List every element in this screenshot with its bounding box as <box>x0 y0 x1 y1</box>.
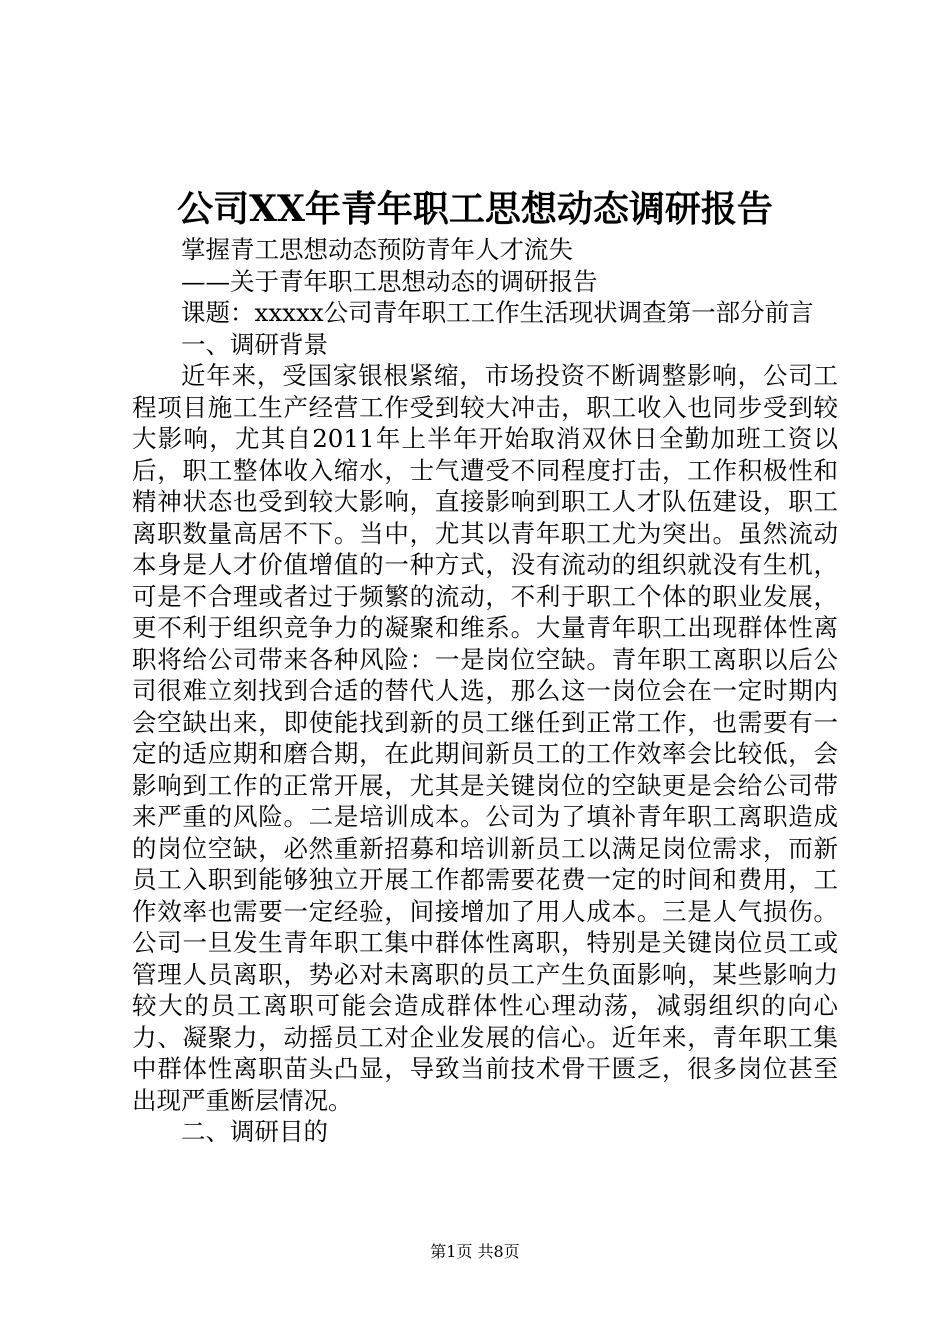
section-heading-background: 一、调研背景 <box>181 329 328 359</box>
document-topic: 课题：xxxxx公司青年职工工作生活现状调查第一部分前言 <box>181 298 814 327</box>
document-title: 公司XX年青年职工思想动态调研报告 <box>177 188 773 230</box>
page-footer: 第1页 共8页 <box>430 1242 520 1261</box>
document-subtitle-secondary: ——关于青年职工思想动态的调研报告 <box>181 266 598 296</box>
document-subtitle: 掌握青工思想动态预防青年人才流失 <box>181 235 573 264</box>
section-heading-purpose: 二、调研目的 <box>181 1117 328 1146</box>
document-body <box>132 234 838 1148</box>
section-paragraph-background: 近年来，受国家银根紧缩，市场投资不断调整影响，公司工程项目施工生产经营工作受到较大冲击，职工收入也同步受到较大影响，尤其自2011年上半年开始取消双休日全勤加班工资以后，职工整体收入缩水，士气遭受不同程度打击，工作积极性和精神状态也受到较大影响，直接影响到职工人才队伍建设，职工离职数量高居不下。当中，尤其以青年职工尤为突出。虽然流动本身是人才价值增值的一种方式，没有流动的组织就没有生机，可是不合理或者过于频繁的流动，不利于职工个体的职业发展，更不利于组织竞争力的凝聚和维系。大量青年职工出现群体性离职将给公司带来各种风险：一是岗位空缺。青年职工离职以后公司很难立刻找到合适的替代人选，那么这一岗位会在一定时期内会空缺出来，即使能找到新的员工继任到正常工作，也需要有一定的适应期和磨合期，在此期间新员工的工作效率会比较低，会影响到工作的正常开展，尤其是关键岗位的空缺更是会给公司带来严重的风险。二是培训成本。公司为了填补青年职工离职造成的岗位空缺，必然重新招募和培训新员工以满足岗位需求，而新员工入职到能够独立开展工作都需要花费一定的时间和费用，工作效率也需要一定经验，间接增加了用人成本。三是人气损伤。公司一旦发生青年职工集中群体性离职，特别是关键岗位员工或管理人员离职，势必对未离职的员工产生负面影响，某些影响力较大的员工离职可能会造成群体性心理动荡，减弱组织的向心力、凝聚力，动摇员工对企业发展的信心。近年来，青年职工集中群体性离职苗头凸显，导致当前技术骨干匮乏，很多岗位甚至出现严重断层情况。 <box>132 361 838 1115</box>
